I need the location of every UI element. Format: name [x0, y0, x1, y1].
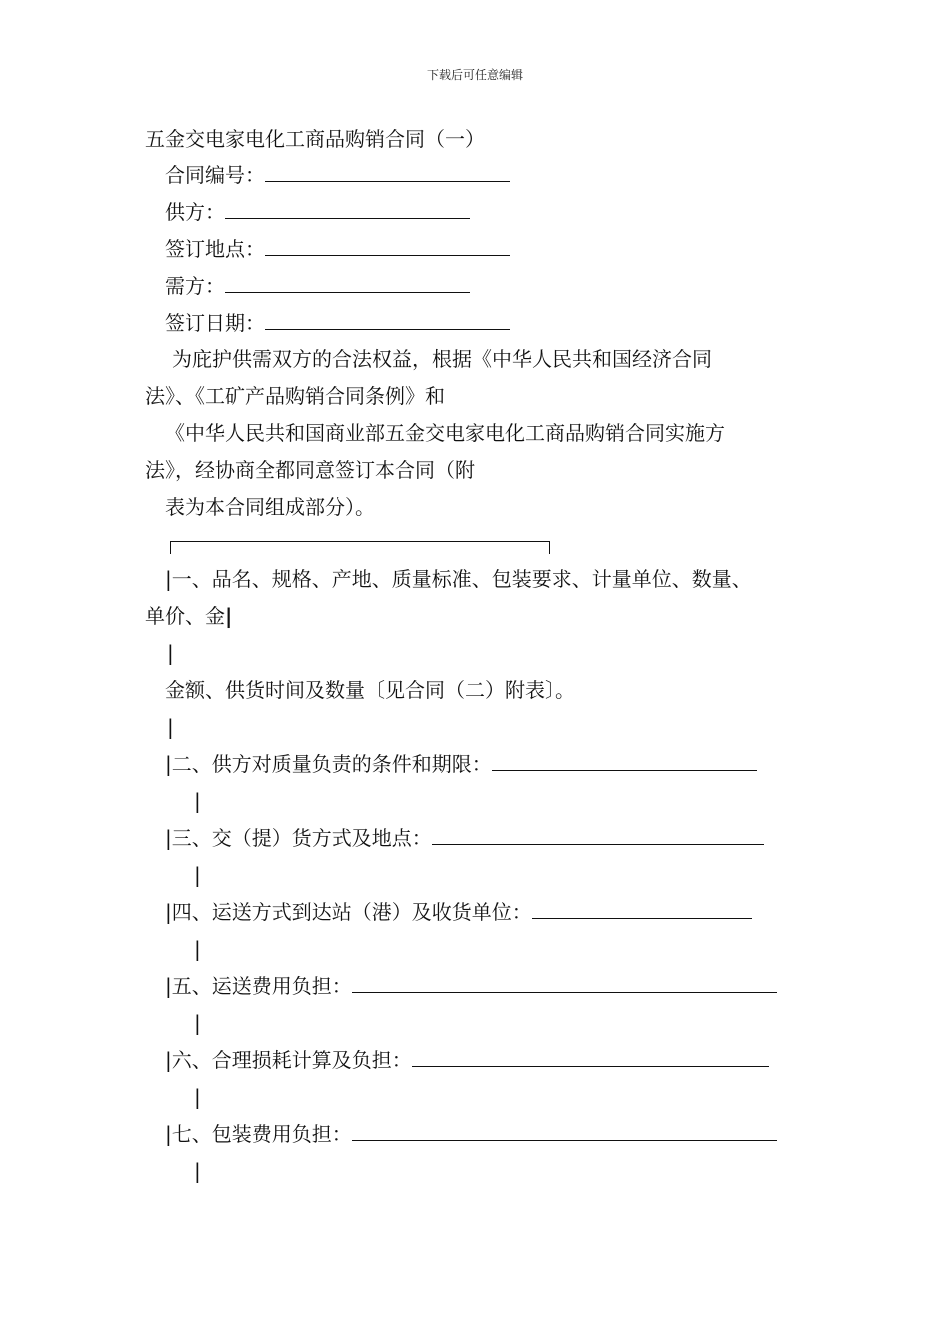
table-border: | — [165, 826, 172, 850]
table-border: | — [194, 1159, 201, 1183]
table-border: | — [165, 1122, 172, 1146]
intro-line: 法》，经协商全都同意签订本合同（附 — [145, 458, 475, 482]
field-signing-date — [165, 311, 510, 335]
row-text: 单价、金 — [145, 604, 225, 628]
row-text: 一、品名、规格、产地、质量标准、包装要求、计量单位、数量、 — [171, 567, 752, 591]
blank-line — [265, 311, 510, 330]
table-row-1-line3: 金额、供货时间及数量〔见合同（二）附表〕。 — [165, 678, 575, 702]
table-row-7 — [165, 1122, 777, 1146]
intro-line: 为庇护供需双方的合法权益，根据《中华人民共和国经济合同 — [172, 347, 712, 371]
blank-line — [432, 826, 764, 845]
field-buyer — [165, 274, 470, 298]
row-text: 五、运送费用负担： — [171, 974, 352, 998]
blank-line — [352, 974, 777, 993]
blank-line — [352, 1122, 777, 1141]
table-row-1-line1 — [165, 567, 752, 591]
blank-line — [225, 274, 470, 293]
field-label: 签订日期： — [165, 311, 265, 335]
table-border: | — [194, 1085, 201, 1109]
blank-line — [265, 163, 510, 182]
table-row-3 — [165, 826, 764, 850]
table-border: | — [165, 900, 172, 924]
row-text: 三、交（提）货方式及地点： — [171, 826, 432, 850]
intro-line: 法》、《工矿产品购销合同条例》和 — [145, 384, 445, 408]
table-border: | — [165, 567, 172, 591]
table-border: | — [167, 715, 174, 739]
table-row-4 — [165, 900, 752, 924]
table-border: | — [194, 863, 201, 887]
blank-line — [265, 237, 510, 256]
blank-line — [532, 900, 752, 919]
field-label: 签订地点： — [165, 237, 265, 261]
document-title: 五金交电家电化工商品购销合同（一） — [145, 127, 485, 151]
field-label: 合同编号： — [165, 163, 265, 187]
field-label: 供方： — [165, 200, 225, 224]
table-row-6 — [165, 1048, 769, 1072]
table-border: | — [165, 1048, 172, 1072]
field-signing-place — [165, 237, 510, 261]
intro-line: 《中华人民共和国商业部五金交电家电化工商品购销合同实施方 — [165, 421, 725, 445]
table-border: | — [194, 789, 201, 813]
row-text: 七、包装费用负担： — [171, 1122, 352, 1146]
table-border: | — [194, 937, 201, 961]
table-row-5 — [165, 974, 777, 998]
blank-line — [492, 752, 757, 771]
table-border: | — [165, 974, 172, 998]
intro-line: 表为本合同组成部分）。 — [165, 495, 375, 519]
blank-line — [412, 1048, 769, 1067]
table-border: | — [165, 752, 172, 776]
table-border: | — [194, 1011, 201, 1035]
row-text: 四、运送方式到达站（港）及收货单位： — [171, 900, 532, 924]
field-contract-number — [165, 163, 510, 187]
field-supplier — [165, 200, 470, 224]
table-border: | — [167, 641, 174, 665]
table-row-1-line2 — [145, 604, 232, 628]
table-frame-top — [170, 541, 550, 554]
row-text: 六、合理损耗计算及负担： — [171, 1048, 412, 1072]
blank-line — [225, 200, 470, 219]
field-label: 需方： — [165, 274, 225, 298]
row-text: 二、供方对质量负责的条件和期限： — [171, 752, 492, 776]
table-border: | — [225, 604, 233, 628]
header-note: 下载后可任意编辑 — [426, 68, 523, 82]
table-row-2 — [165, 752, 757, 776]
